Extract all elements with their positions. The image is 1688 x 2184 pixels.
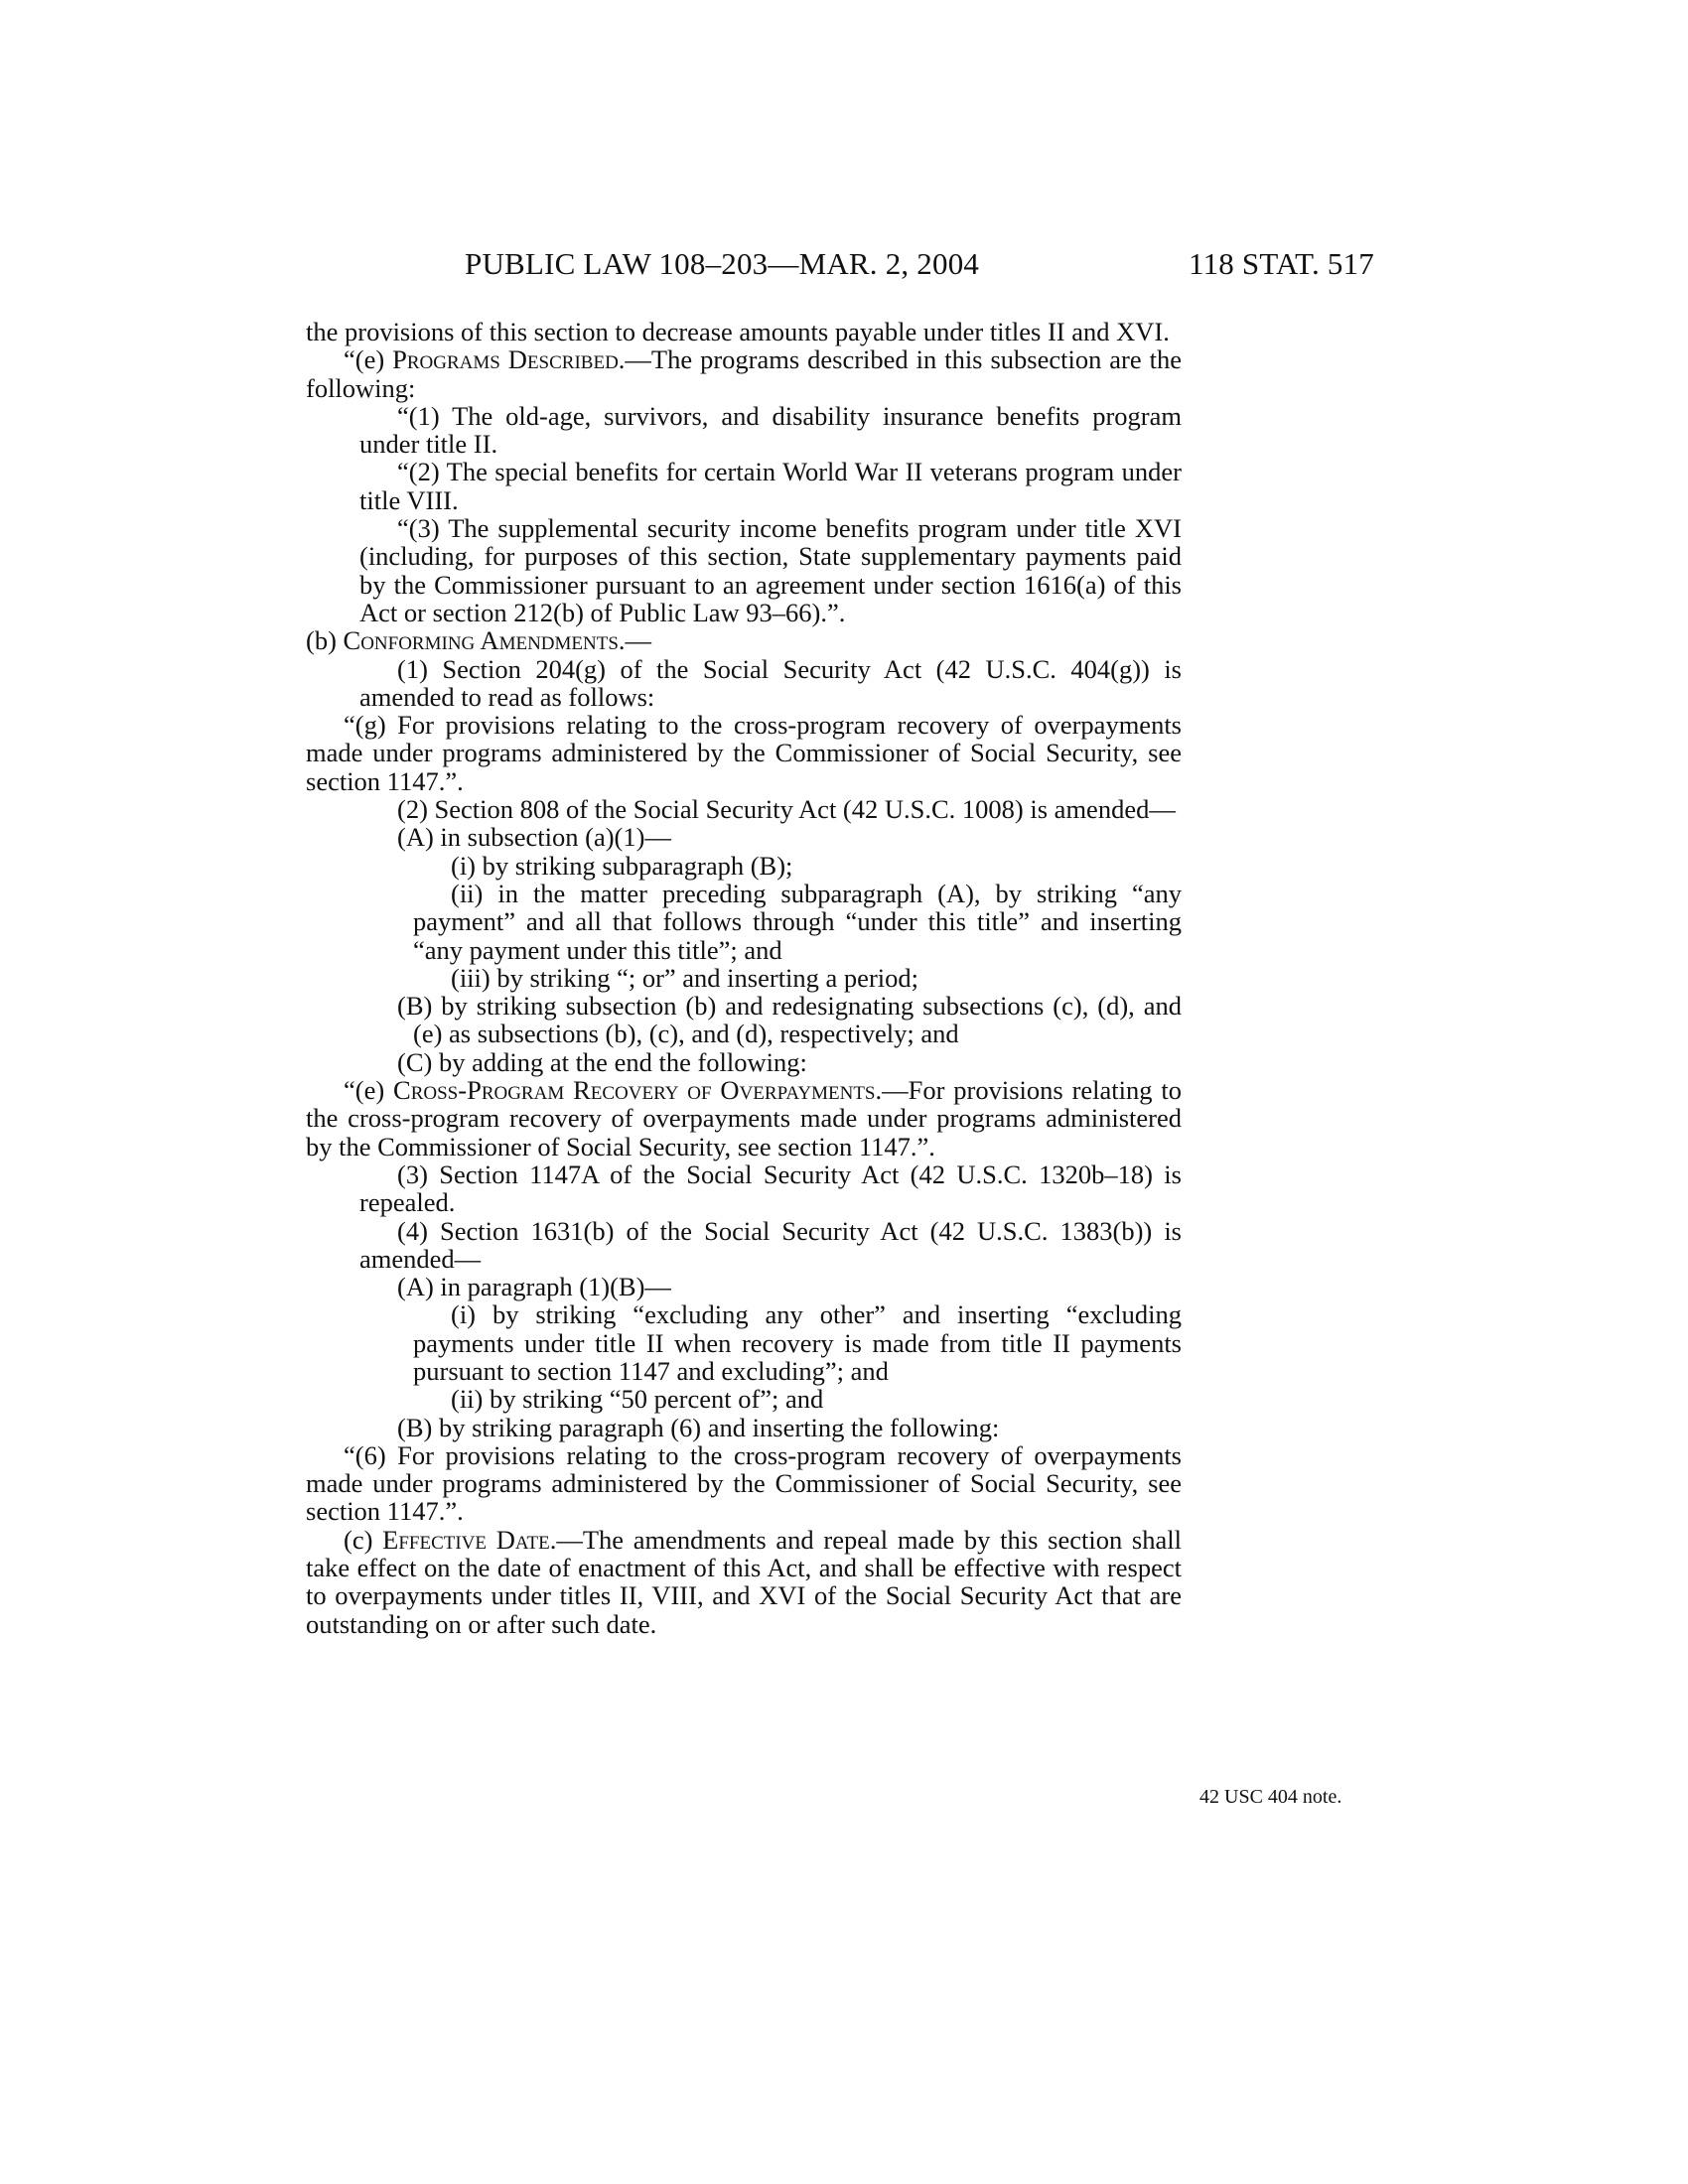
subparagraph-b-2-b: (B) by striking subsection (b) and redesignating subsections (c), (d), and (e) as subsections (b), (c), and (d), respectively; and [397,991,1182,1049]
paragraph-b-3: (3) Section 1147A of the Social Security Act (42 U.S.C. 1320b–18) is repealed. [359,1159,1182,1218]
paragraph-e-3: “(3) The supplemental security income benefits program under title XVI (including, for purposes of this section, State supplementary payments paid by the Commissioner pursuant to an agreement under section 1616(a) of this Act or section 212(b) of Public Law 93–66).”. [359,513,1182,627]
running-header [0,244,1688,284]
margin-note-usc: 42 USC 404 note. [1199,1786,1342,1808]
subparagraph-b-4-b: (B) by striking paragraph (6) and inserting the following: [397,1412,1000,1442]
header-stat-page: 118 STAT. 517 [1189,246,1374,281]
paragraph-b-4: (4) Section 1631(b) of the Social Security Act (42 U.S.C. 1383(b)) is amended— [359,1215,1182,1274]
subsection-e-cross-program-recovery: “(e) Cross-Program Recovery of Overpayments.—For provisions relating to the cross-program recovery of overpayments made under programs administered by the Commissioner of Social Security, see section 1147.”. [306,1075,1182,1161]
heading-programs-described: Programs Described [392,344,619,375]
subsection-e-programs-described: “(e) Programs Described.—The programs described in this subsection are the following: [306,344,1182,403]
clause-b-2-a-iii: (iii) by striking “; or” and inserting a period; [451,962,918,993]
heading-cross-program-recovery: Cross-Program Recovery of Overpayments [393,1075,876,1106]
subparagraph-b-2-c: (C) by adding at the end the following: [397,1046,807,1077]
body-text [306,318,1182,1638]
paragraph-b-2: (2) Section 808 of the Social Security Act (42 U.S.C. 1008) is amended— [397,794,1176,825]
clause-b-4-a-i: (i) by striking “excluding any other” and inserting “excluding payments under title II when recovery is made from title II payments pursuant to section 1147 and excluding”; and [413,1299,1182,1386]
subparagraph-b-2-a: (A) in subsection (a)(1)— [397,822,671,853]
paragraph-continuation: the provisions of this section to decrease amounts payable under titles II and XVI. [306,317,1170,346]
subsection-b-conforming-amendments: (b) Conforming Amendments.— [306,625,652,656]
clause-b-4-a-ii: (ii) by striking “50 percent of”; and [451,1384,824,1415]
header-title: PUBLIC LAW 108–203—MAR. 2, 2004 [465,246,980,281]
paragraph-6-quoted: “(6) For provisions relating to the cross-program recovery of overpayments made under programs administered by the Commissioner of Social Security, see section 1147.”. [306,1439,1182,1527]
paragraph-b-1: (1) Section 204(g) of the Social Security Act (42 U.S.C. 404(g)) is amended to read as follows: [359,653,1182,712]
subparagraph-b-4-a: (A) in paragraph (1)(B)— [397,1272,671,1302]
subsection-c-effective-date: (c) Effective Date.—The amendments and repeal made by this section shall take effect on the date of enactment of this Act, and shall be effective with respect to overpayments under titles II, VIII, and XVI of the Social Security Act that are outstanding on or after such date. [306,1524,1182,1639]
clause-b-2-a-i: (i) by striking subparagraph (B); [451,850,793,881]
heading-conforming-amendments: Conforming Amendments [343,625,619,656]
paragraph-e-2: “(2) The special benefits for certain World War II veterans program under title VIII. [359,457,1182,515]
paragraph-g-quoted: “(g) For provisions relating to the cross-program recovery of overpayments made under programs administered by the Commissioner of Social Security, see section 1147.”. [306,710,1182,796]
heading-effective-date: Effective Date [382,1524,550,1555]
clause-b-2-a-ii: (ii) in the matter preceding subparagraph (A), by striking “any payment” and all that follows through “under this title” and inserting “any payment under this title”; and [413,878,1182,965]
paragraph-e-1: “(1) The old-age, survivors, and disability insurance benefits program under title II. [359,400,1182,460]
